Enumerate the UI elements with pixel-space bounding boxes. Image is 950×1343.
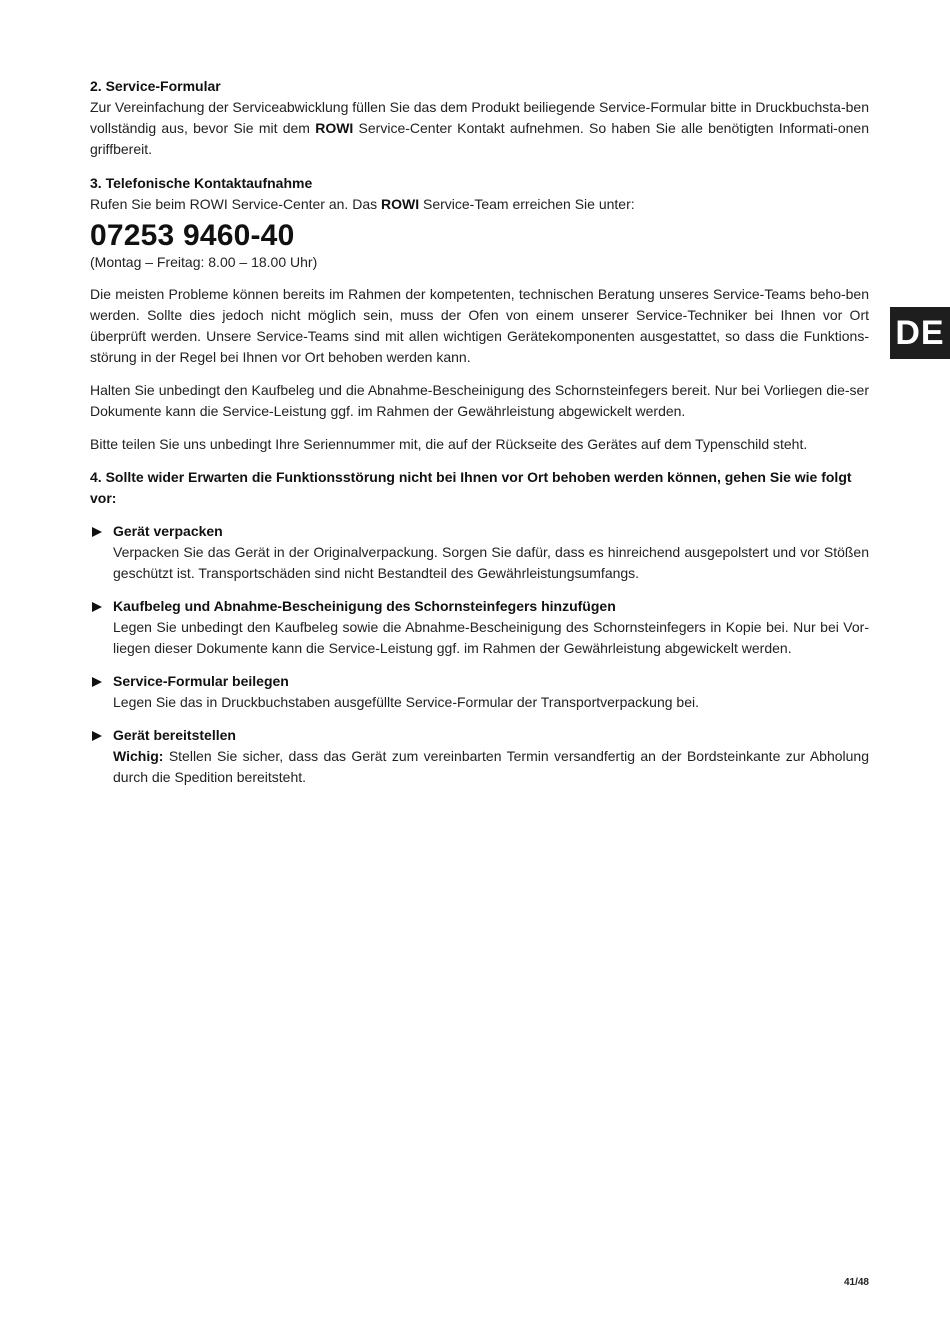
list-item-text: Verpacken Sie das Gerät in der Originalverpackung. Sorgen Sie dafür, dass es hinreichend ausgepolstert und vor Stößen geschützt ist. Transportschäden sind nicht Bestandteil des Gewährleistungsumfangs. xyxy=(113,544,869,581)
section-service-formular xyxy=(90,76,869,160)
section-heading: 4. Sollte wider Erwarten die Funktionsstörung nicht bei Ihnen vor Ort behoben werden können, gehen Sie wie folgt vor: xyxy=(90,469,852,506)
section-telefon xyxy=(90,173,869,455)
list-item-text xyxy=(113,746,869,788)
section-versand xyxy=(90,467,869,788)
phone-number: 07253 9460-40 xyxy=(90,219,295,252)
section-heading: 3. Telefonische Kontaktaufnahme xyxy=(90,175,313,191)
section-text xyxy=(90,97,869,160)
paragraph: Halten Sie unbedingt den Kaufbeleg und die Abnahme-Bescheinigung des Schornsteinfegers bereit. Nur bei Vorliegen die-ser Dokumente kann die Service-Leistung ggf. im Rahmen der Gewährleistung abgewickelt werden. xyxy=(90,382,869,419)
bullet-arrow-icon xyxy=(92,731,102,741)
text-part: Rufen Sie beim ROWI Service-Center an. Das xyxy=(90,196,381,212)
section-heading: 2. Service-Formular xyxy=(90,78,221,94)
opening-hours: (Montag – Freitag: 8.00 – 18.00 Uhr) xyxy=(90,254,318,270)
list-item-title: Service-Formular beilegen xyxy=(113,673,289,689)
list-item xyxy=(90,521,869,584)
list-item-text: Legen Sie das in Druckbuchstaben ausgefüllte Service-Formular der Transportverpackung bei. xyxy=(113,694,699,710)
section-text xyxy=(90,194,869,215)
page-number: 41/48 xyxy=(843,1277,869,1288)
bullet-arrow-icon xyxy=(92,527,102,537)
text-part: Stellen Sie sicher, dass das Gerät zum vereinbarten Termin versandfertig an der Bordsteinkante zur Abholung durch die Spedition bereitsteht. xyxy=(113,748,869,785)
text-part: Zur Vereinfachung der Serviceabwicklung füllen Sie das dem Produkt beiliegende Service-Formular bitte in Druckbuchsta-ben vollständig aus, bevor Sie mit dem xyxy=(90,99,869,136)
paragraph: Die meisten Probleme können bereits im Rahmen der kompetenten, technischen Beratung unseres Service-Teams beho-ben werden. Sollte dies jedoch nicht möglich sein, muss der Ofen von einem unserer Service-Techniker bei Ihnen vor Ort überprüft werden. Unsere Service-Teams sind mit allen wichtigen Gerätekomponenten ausgestattet, so dass die Funktions-störung in der Regel bei Ihnen vor Ort behoben werden kann. xyxy=(90,286,869,365)
language-tab: DE xyxy=(890,307,950,359)
brand-name: ROWI xyxy=(381,196,420,212)
list-item-title: Kaufbeleg und Abnahme-Bescheinigung des Schornsteinfegers hinzufügen xyxy=(113,598,616,614)
bullet-arrow-icon xyxy=(92,677,102,687)
list-item-title: Gerät bereitstellen xyxy=(113,727,236,743)
brand-name: ROWI xyxy=(315,120,354,136)
text-part: Service-Team erreichen Sie unter: xyxy=(419,196,635,212)
bullet-arrow-icon xyxy=(92,602,102,612)
list-item xyxy=(90,725,869,788)
paragraph: Bitte teilen Sie uns unbedingt Ihre Seriennummer mit, die auf der Rückseite des Gerätes auf dem Typenschild steht. xyxy=(90,436,808,452)
important-label: Wichig: xyxy=(113,748,164,764)
list-item-text: Legen Sie unbedingt den Kaufbeleg sowie die Abnahme-Bescheinigung des Schornsteinfegers in Kopie bei. Nur bei Vor-liegen dieser Dokumente kann die Service-Leistung ggf. im Rahmen der Gewährleistung abgewickelt werden. xyxy=(113,619,869,656)
list-item-title: Gerät verpacken xyxy=(113,523,223,539)
document-body xyxy=(90,76,869,788)
list-item xyxy=(90,596,869,659)
list-item xyxy=(90,671,869,713)
text-part: Service-Center Kontakt aufnehmen. So haben Sie alle benötigten Informati-onen griffbereit. xyxy=(90,120,869,157)
